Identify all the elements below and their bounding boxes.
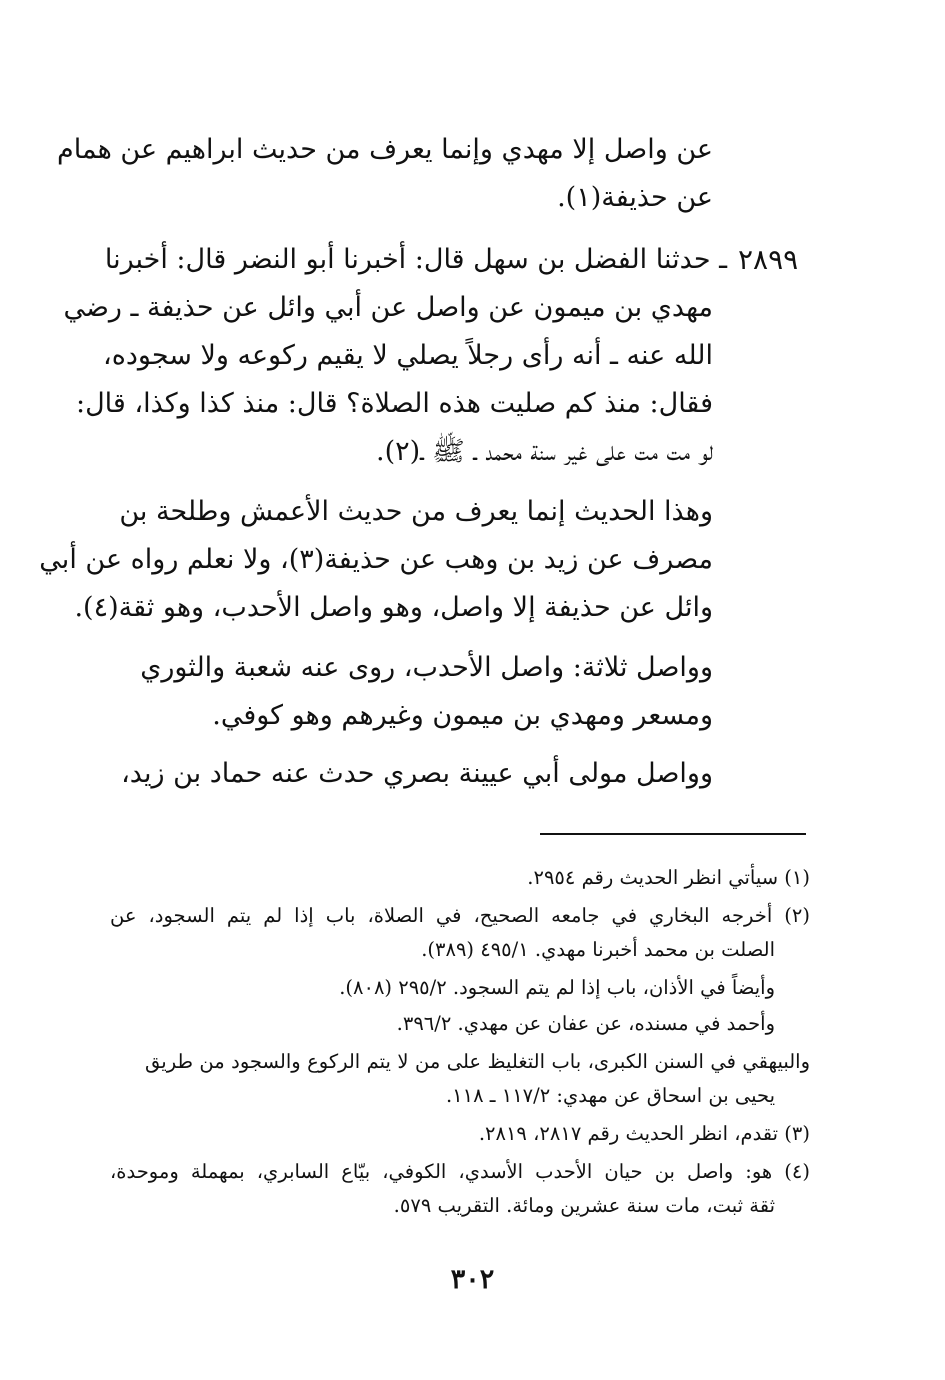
main-text-line: وواصل ثلاثة: واصل الأحدب، روى عنه شعبة والثوري — [140, 652, 713, 683]
footnote-line: والبيهقي في السنن الكبرى، باب التغليظ على من لا يتم الركوع والسجود من طريق — [145, 1050, 810, 1073]
footnote-divider — [540, 833, 806, 835]
main-text-line: وواصل مولى أبي عيينة بصري حدث عنه حماد بن زيد، — [121, 758, 713, 789]
footnote-line: الصلت بن محمد أخبرنا مهدي. ٤٩٥/١ (٣٨٩). — [421, 938, 775, 961]
main-text-line: مصرف عن زيد بن وهب عن حذيفة(٣)، ولا نعلم رواه عن أبي — [39, 544, 713, 575]
main-text-line: ـ حدثنا الفضل بن سهل قال: أخبرنا أبو النضر قال: أخبرنا — [104, 244, 727, 275]
footnote-line: ثقة ثبت، مات سنة عشرين ومائة. التقريب ٥٧٩. — [393, 1194, 775, 1217]
main-text-line: ومسعر ومهدي بن ميمون وغيرهم وهو كوفي. — [212, 700, 713, 731]
main-text-line: مهدي بن ميمون عن واصل عن أبي وائل عن حذيفة ـ رضي — [63, 292, 713, 323]
main-text-line: عن حذيفة(١). — [557, 182, 713, 213]
main-text-line: وائل عن حذيفة إلا واصل، وهو واصل الأحدب، وهو ثقة(٤). — [74, 592, 713, 623]
main-text-line: وهذا الحديث إنما يعرف من حديث الأعمش وطلحة بن — [119, 496, 713, 527]
main-text-line: عن واصل إلا مهدي وإنما يعرف من حديث ابراهيم عن همام — [57, 134, 713, 165]
main-text-line: لو مت مت على غير سنة محمد ـ ﷺ ـ(٢). — [376, 436, 713, 467]
page-number: ٣٠٢ — [450, 1264, 495, 1295]
hadith-number: ٢٨٩٩ — [738, 243, 799, 276]
footnote-line: وأحمد في مسنده، عن عفان عن مهدي. ٣٩٦/٢. — [396, 1012, 775, 1035]
footnote-line: يحيى بن اسحاق عن مهدي: ١١٧/٢ ـ ١١٨. — [445, 1084, 775, 1107]
footnote-line: (٤) هو: واصل بن حيان الأحدب الأسدي، الكوفي، بيّاع السابري، بمهملة وموحدة، — [110, 1160, 810, 1183]
footnote-line: (٣) تقدم، انظر الحديث رقم ٢٨١٧، ٢٨١٩. — [478, 1122, 810, 1145]
footnote-line: (٢) أخرجه البخاري في جامعه الصحيح، في الصلاة، باب إذا لم يتم السجود، عن — [110, 904, 810, 927]
main-text-line: الله عنه ـ أنه رأى رجلاً يصلي لا يقيم ركوعه ولا سجوده، — [102, 340, 713, 371]
footnote-line: (١) سيأتي انظر الحديث رقم ٢٩٥٤. — [527, 866, 810, 889]
main-text-line: فقال: منذ كم صليت هذه الصلاة؟ قال: منذ كذا وكذا، قال: — [75, 388, 713, 419]
footnote-line: وأيضاً في الأذان، باب إذا لم يتم السجود. ٢٩٥/٢ (٨٠٨). — [339, 976, 775, 999]
